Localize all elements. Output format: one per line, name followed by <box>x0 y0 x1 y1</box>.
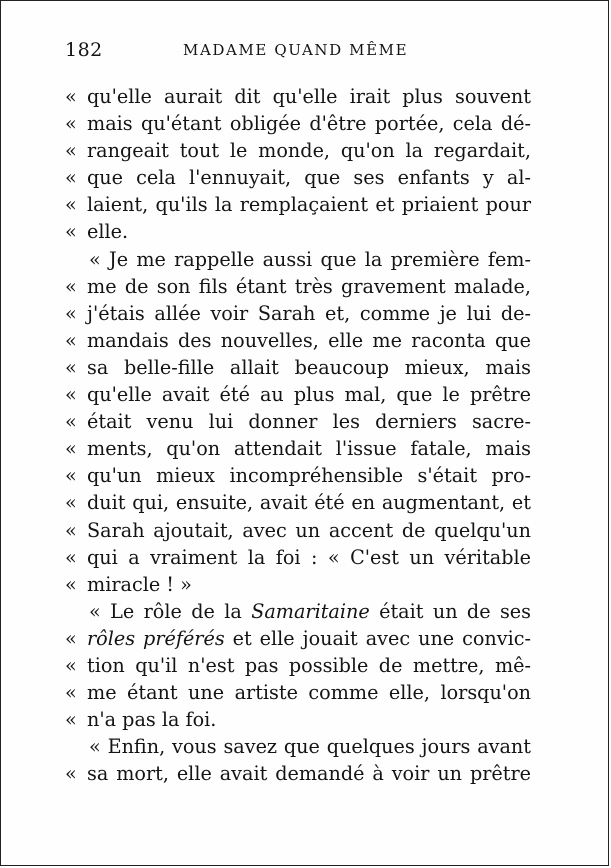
text-segment: « Le rôle de la <box>89 599 252 623</box>
quote-marker: « <box>65 464 77 488</box>
text-line <box>65 110 531 137</box>
quote-marker: « <box>65 85 77 108</box>
text-line <box>65 218 531 245</box>
page-header <box>65 37 538 67</box>
text-line <box>65 489 531 516</box>
paragraph-start-line <box>65 246 531 273</box>
line-text: « Je me rappelle aussi que la première fem- <box>89 247 531 271</box>
line-text: tion qu'il n'est pas possible de mettre, mê- <box>87 653 531 677</box>
line-text: « Enfin, vous savez que quelques jours avant <box>89 735 531 759</box>
text-line <box>65 83 531 110</box>
line-text: qu'elle avait été au plus mal, que le prêtre <box>87 383 531 407</box>
text-line <box>65 544 531 571</box>
text-segment: et elle jouait avec une convic- <box>224 626 531 650</box>
line-text: Sarah ajoutait, avec un accent de quelqu'un <box>87 518 531 542</box>
text-line <box>65 462 531 489</box>
italic-phrase: rôles préférés <box>87 626 225 650</box>
quote-marker: « <box>65 518 77 542</box>
quote-marker: « <box>65 220 77 244</box>
line-text: que cela l'ennuyait, que ses enfants y al- <box>87 166 531 190</box>
text-line <box>65 517 531 544</box>
quote-marker: « <box>65 355 77 379</box>
line-text: j'étais allée voir Sarah et, comme je lui de- <box>87 301 531 325</box>
line-text: sa mort, elle avait demandé à voir un prêtre <box>87 762 531 786</box>
quote-marker: « <box>65 328 77 352</box>
line-text: me étant une artiste comme elle, lorsqu'on <box>87 681 531 705</box>
line-text: était venu lui donner les derniers sacre- <box>87 410 531 434</box>
text-line <box>65 435 531 462</box>
italic-title: Samaritaine <box>251 599 370 623</box>
line-text: miracle ! » <box>87 572 192 596</box>
quote-marker: « <box>65 491 77 515</box>
running-title: MADAME QUAND MÊME <box>183 41 409 59</box>
text-line <box>65 679 531 706</box>
line-text: duit qui, ensuite, avait été en augmentant, et <box>87 491 531 515</box>
line-text: qu'elle aurait dit qu'elle irait plus souvent <box>87 85 531 108</box>
paragraph-start-line <box>65 598 531 625</box>
quote-marker: « <box>65 437 77 461</box>
quote-marker: « <box>65 762 77 786</box>
line-text: mandais des nouvelles, elle me raconta que <box>87 328 531 352</box>
text-line <box>65 327 531 354</box>
text-segment: était un de ses <box>369 599 532 623</box>
quote-marker: « <box>65 572 77 596</box>
text-line <box>65 354 531 381</box>
text-line <box>65 273 531 300</box>
quote-marker: « <box>65 301 77 325</box>
text-line <box>65 381 531 408</box>
page-number: 182 <box>65 39 103 61</box>
text-line <box>65 408 531 435</box>
quote-marker: « <box>65 681 77 705</box>
line-text: elle. <box>87 220 129 244</box>
line-text: qu'un mieux incompréhensible s'était pro- <box>87 464 531 488</box>
line-text: laient, qu'ils la remplaçaient et priaient pour <box>87 193 531 217</box>
quote-marker: « <box>65 274 77 298</box>
text-line <box>65 137 531 164</box>
quote-marker: « <box>65 139 77 163</box>
text-line <box>65 191 531 218</box>
line-text: n'a pas la foi. <box>87 708 217 732</box>
quote-marker: « <box>65 653 77 677</box>
quote-marker: « <box>65 708 77 732</box>
quote-marker: « <box>65 545 77 569</box>
line-text <box>89 598 531 625</box>
quote-marker: « <box>65 410 77 434</box>
quote-marker: « <box>65 193 77 217</box>
line-text: sa belle-fille allait beaucoup mieux, mais <box>87 355 531 379</box>
line-text: qui a vraiment la foi : « C'est un véritable <box>87 545 531 569</box>
text-line <box>65 652 531 679</box>
line-text: mais qu'étant obligée d'être portée, cela dé- <box>87 112 531 136</box>
text-line <box>65 760 531 787</box>
text-line <box>65 571 531 598</box>
line-text <box>87 625 531 652</box>
text-line <box>65 706 531 733</box>
quote-marker: « <box>65 112 77 136</box>
line-text: ments, qu'on attendait l'issue fatale, mais <box>87 437 531 461</box>
quote-marker: « <box>65 383 77 407</box>
paragraph-start-line <box>65 733 531 760</box>
quote-marker: « <box>65 166 77 190</box>
text-line <box>65 164 531 191</box>
line-text: rangeait tout le monde, qu'on la regardait, <box>87 139 531 163</box>
text-line <box>65 300 531 327</box>
text-line <box>65 625 531 652</box>
body-text <box>65 83 531 787</box>
quote-marker: « <box>65 626 77 650</box>
line-text: me de son fils étant très gravement malade, <box>87 274 531 298</box>
